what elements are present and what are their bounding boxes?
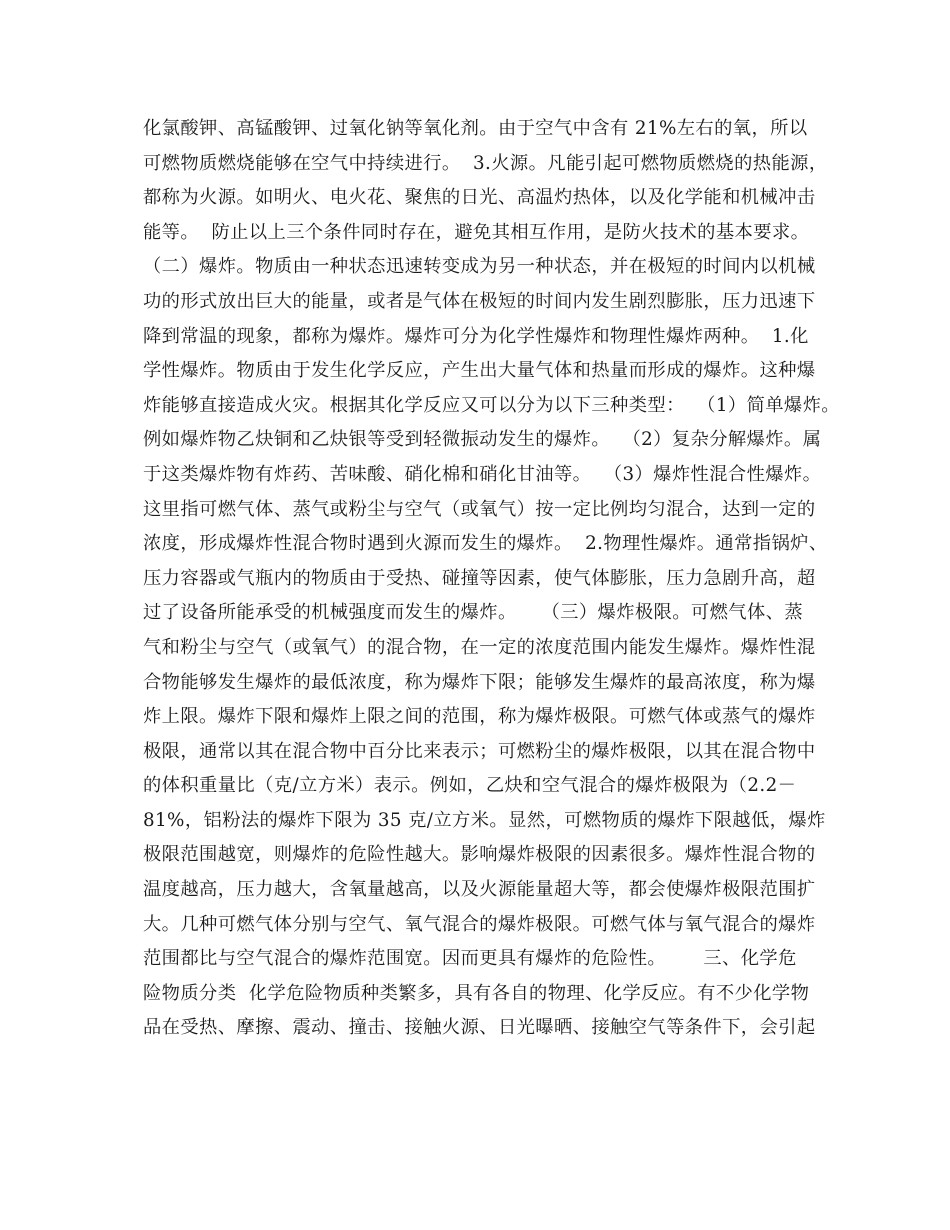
text-line: 温度越高，压力越大，含氧量越高，以及火源能量超大等，都会使爆炸极限范围扩 xyxy=(143,879,816,901)
text-line: 学性爆炸。物质由于发生化学反应，产生出大量气体和热量而形成的爆炸。这种爆 xyxy=(143,360,816,382)
text-line: （二）爆炸。物质由一种状态迅速转变成为另一种状态，并在极短的时间内以机械 xyxy=(143,256,816,278)
text-line: 极限范围越宽，则爆炸的危险性越大。影响爆炸极限的因素很多。爆炸性混合物的 xyxy=(143,844,816,866)
text-line: 能等。 防止以上三个条件同时存在，避免其相互作用，是防火技术的基本要求。 xyxy=(143,221,810,243)
text-line: 炸上限。爆炸下限和爆炸上限之间的范围，称为爆炸极限。可燃气体或蒸气的爆炸 xyxy=(143,706,816,728)
text-line: 浓度，形成爆炸性混合物时遇到火源而发生的爆炸。 2.物理性爆炸。通常指锅炉、 xyxy=(143,533,828,555)
text-line: 例如爆炸物乙炔铜和乙炔银等受到轻微振动发生的爆炸。 （2）复杂分解爆炸。属 xyxy=(143,429,822,451)
text-line: 压力容器或气瓶内的物质由于受热、碰撞等因素，使气体膨胀，压力急剧升高，超 xyxy=(143,567,816,589)
text-line: 这里指可燃气体、蒸气或粉尘与空气（或氧气）按一定比例均匀混合，达到一定的 xyxy=(143,498,816,520)
text-line: 可燃物质燃烧能够在空气中持续进行。 3.火源。凡能引起可燃物质燃烧的热能源， xyxy=(143,152,828,174)
text-line: 过了设备所能承受的机械强度而发生的爆炸。 （三）爆炸极限。可燃气体、蒸 xyxy=(143,602,804,624)
text-line: 降到常温的现象，都称为爆炸。爆炸可分为化学性爆炸和物理性爆炸两种。 1.化 xyxy=(143,325,809,347)
text-line: 品在受热、摩擦、震动、撞击、接触火源、日光曝晒、接触空气等条件下，会引起 xyxy=(143,1017,816,1039)
text-line: 气和粉尘与空气（或氧气）的混合物，在一定的浓度范围内能发生爆炸。爆炸性混 xyxy=(143,636,816,658)
text-line: 81%，铝粉法的爆炸下限为 35 克/立方米。显然，可燃物质的爆炸下限越低，爆炸 xyxy=(143,809,826,831)
text-line: 极限，通常以其在混合物中百分比来表示；可燃粉尘的爆炸极限，以其在混合物中 xyxy=(143,740,816,762)
text-line: 大。几种可燃气体分别与空气、氧气混合的爆炸极限。可燃气体与氧气混合的爆炸 xyxy=(143,913,816,935)
text-line: 范围都比与空气混合的爆炸范围宽。因而更具有爆炸的危险性。 三、化学危 xyxy=(143,948,797,970)
text-line: 合物能够发生爆炸的最低浓度，称为爆炸下限；能够发生爆炸的最高浓度，称为爆 xyxy=(143,671,816,693)
text-line: 于这类爆炸物有炸药、苦味酸、硝化棉和硝化甘油等。 （3）爆炸性混合性爆炸。 xyxy=(143,463,822,485)
text-line: 炸能够直接造成火灾。根据其化学反应又可以分为以下三种类型： （1）简单爆炸。 xyxy=(143,394,840,416)
body-text xyxy=(143,112,840,1046)
text-line: 化氯酸钾、高锰酸钾、过氧化钠等氧化剂。由于空气中含有 21%左右的氧，所以 xyxy=(143,118,808,139)
text-line: 功的形式放出巨大的能量，或者是气体在极短的时间内发生剧烈膨胀，压力迅速下 xyxy=(143,290,816,312)
text-line: 的体积重量比（克/立方米）表示。例如，乙炔和空气混合的爆炸极限为（2.2－ xyxy=(143,775,797,797)
text-line: 都称为火源。如明火、电火花、聚焦的日光、高温灼热体，以及化学能和机械冲击 xyxy=(143,187,816,209)
text-line: 险物质分类 化学危险物质种类繁多，具有各自的物理、化学反应。有不少化学物 xyxy=(143,982,810,1004)
